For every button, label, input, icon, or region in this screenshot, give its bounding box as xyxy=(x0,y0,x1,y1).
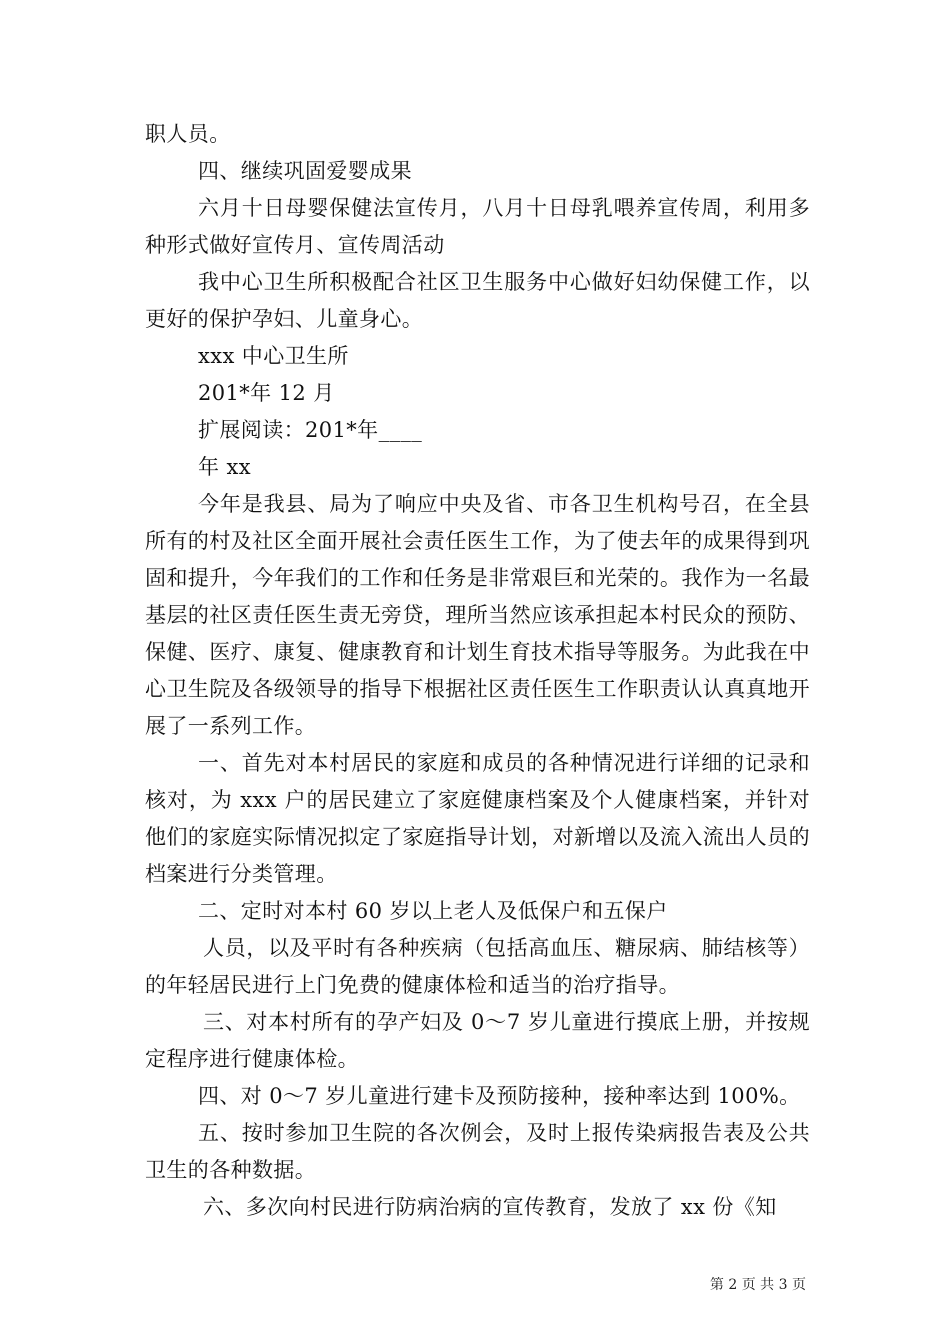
paragraph-publicity: 六月十日母婴保健法宣传月，八月十日母乳喂养宣传周，利用多种形式做好宣传月、宣传周活动 xyxy=(145,196,810,257)
paragraph-intro: 今年是我县、局为了响应中央及省、市各卫生机构号召，在全县所有的村及社区全面开展社会责任医生工作，为了使去年的成果得到巩固和提升，今年我们的工作和任务是非常艰巨和光荣的。我作为一名最基层的社区责任医生责无旁贷，理所当然应该承担起本村民众的预防、保健、医疗、康复、健康教育和计划生育技术指导等服务。为此我在中心卫生院及各级领导的指导下根据社区责任医生工作职责认认真真地开展了一系列工作。 xyxy=(145,492,810,738)
paragraph-cooperation: 我中心卫生所积极配合社区卫生服务中心做好妇幼保健工作，以更好的保护孕妇、儿童身心。 xyxy=(145,270,810,331)
paragraph-item-5: 五、按时参加卫生院的各次例会，及时上报传染病报告表及公共卫生的各种数据。 xyxy=(145,1121,810,1182)
paragraph-item-2-continued: 人员，以及平时有各种疾病（包括高血压、糖尿病、肺结核等）的年轻居民进行上门免费的健康体检和适当的治疗指导。 xyxy=(145,936,810,997)
signature-date: 201*年 12 月 xyxy=(198,381,335,405)
paragraph-item-1: 一、首先对本村居民的家庭和成员的各种情况进行详细的记录和核对，为 xxx 户的居民建立了家庭健康档案及个人健康档案，并针对他们的家庭实际情况拟定了家庭指导计划，对新增以及流入流出人员的档案进行分类管理。 xyxy=(145,751,810,886)
paragraph-item-2: 二、定时对本村 60 岁以上老人及低保户和五保户 xyxy=(198,899,668,923)
paragraph-item-6: 六、多次向村民进行防病治病的宣传教育，发放了 xx 份《知 xyxy=(203,1195,777,1219)
paragraph-item-3: 三、对本村所有的孕产妇及 0～7 岁儿童进行摸底上册，并按规定程序进行健康体检。 xyxy=(145,1010,810,1071)
paragraph-1: 职人员。 xyxy=(145,122,231,146)
document-body xyxy=(145,116,810,1226)
heading-section-4: 四、继续巩固爱婴成果 xyxy=(198,159,412,183)
paragraph-item-4: 四、对 0～7 岁儿童进行建卡及预防接种，接种率达到 100%。 xyxy=(198,1084,801,1108)
extended-reading-title: 年 xx xyxy=(198,455,251,479)
signature-organization: xxx 中心卫生所 xyxy=(198,344,349,368)
extended-reading-label: 扩展阅读：201*年____ xyxy=(198,418,423,442)
page-number-footer: 第 2 页 共 3 页 xyxy=(709,1277,806,1293)
